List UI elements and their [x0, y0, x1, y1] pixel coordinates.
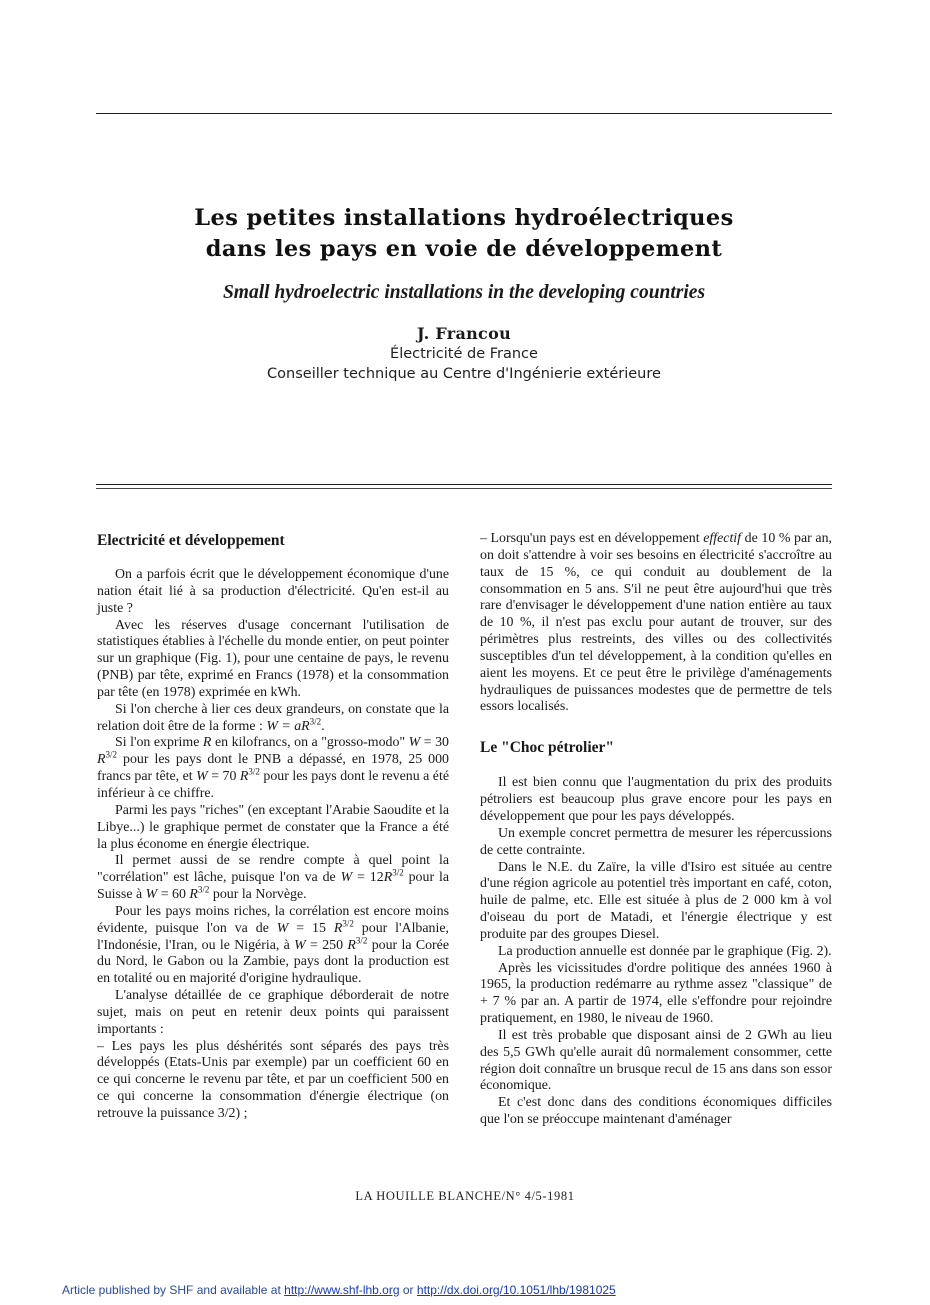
article-title-line-2: dans les pays en voie de développement: [205, 236, 723, 262]
header-rule-thin: [96, 488, 832, 489]
or-text: or: [402, 1283, 414, 1297]
header-rule: [96, 484, 832, 485]
paragraph: Dans le N.E. du Zaïre, la ville d'Isiro est située au centre d'une région agricole au potentiel très important en café, coton, huile de palme, etc. Elle est située à plus de 2 000 km à vol d'oiseau du port de Matadi, et l'énergie électrique y est produite par des groupes Diesel.: [480, 859, 832, 942]
paragraph: On a parfois écrit que le développement économique d'une nation était lié à sa production d'électricité. Qu'en est-il au juste ?: [97, 567, 449, 616]
publication-prefix: Article published by SHF and available at: [62, 1283, 281, 1297]
paragraph: Si l'on cherche à lier ces deux grandeurs, on constate que la relation doit être de la forme : $W = aR^{3/2}$.: [97, 701, 449, 734]
article-subtitle: Small hydroelectric installations in the developing countries: [222, 282, 706, 303]
paragraph: Il permet aussi de se rendre compte à quel point la "corrélation" est lâche, puisque l'on va de $W = 12R^{3/2}$ pour la Suisse à W = 60 $R^{3/2}$ pour la Norvège.: [97, 853, 449, 903]
journal-footer: LA HOUILLE BLANCHE/N° 4/5-1981: [355, 1189, 575, 1203]
paragraph: Il est bien connu que l'augmentation du prix des produits pétroliers est beaucoup plus grave encore pour les pays en développement que pour les pays développés.: [480, 775, 832, 824]
section-heading-choc-petrolier: Le "Choc pétrolier": [480, 739, 615, 757]
paragraph: Parmi les pays "riches" (en exceptant l'Arabie Saoudite et la Libye...) le graphique permet de constater que la France a été la plus économe en énergie électrique.: [97, 802, 449, 852]
affiliation-line-2: Conseiller technique au Centre d'Ingénierie extérieure: [267, 365, 661, 382]
section-heading-electricite: Electricité et développement: [97, 532, 285, 549]
paragraph: Avec les réserves d'usage concernant l'utilisation de statistiques établies à l'échelle du monde entier, on peut pointer sur un graphique (Fig. 1), pour une centaine de pays, le revenu (PNB) par tête, exprimé en Francs (1978) et la consommation par tête (en 1978) exprimée en kWh.: [97, 617, 449, 700]
paragraph: – Lorsqu'un pays est en développement effectif de 10 % par an, on doit s'attendre à voir ses besoins en électricité s'accroître au taux de 15 %, ce qui conduit au doublement de la consommation en 5 ans. S'il ne peut être aujourd'hui que très rare d'envisager le développement d'une nation entière au taux de 10 %, il n'est pas exclu pour autant de trouver, sur des périmètres plus restreints, des villes ou des collectivités susceptibles d'un tel développement, à la condition qu'elles en aient les moyens. Et ce peut être le privilège d'aménagements hydrauliques de puissances modestes que de permettre de tels essors localisés.: [480, 531, 832, 715]
top-rule: [96, 113, 832, 114]
paragraph: Et c'est donc dans des conditions économiques difficiles que l'on se préoccupe maintenant d'aménager: [480, 1095, 832, 1128]
paragraph: – Les pays les plus déshérités sont séparés des pays très développés (Etats-Unis par exemple) par un coefficient 60 en ce qui concerne le revenu par tête, et par un coefficient 500 en ce qui concerne la consommation d'énergie électrique (on retrouve la puissance 3/2) ;: [97, 1038, 449, 1121]
paragraph: Après les vicissitudes d'ordre politique des années 1960 à 1965, la production redémarre au rythme assez "classique" de + 7 % par an. A partir de 1974, elle s'effondre pour rejoindre pratiquement, en 1980, le niveau de 1960.: [480, 960, 832, 1027]
paragraph: Si l'on exprime R en kilofrancs, on a "grosso-modo" W = 30 $R^{3/2}$ pour les pays dont le PNB a dépassé, en 1978, 25 000 francs par tête, et W = 70 $R^{3/2}$ pour les pays dont le revenu a été inférieur à ce chiffre.: [97, 735, 449, 801]
affiliation-line-1: Électricité de France: [390, 346, 538, 362]
paragraph: Un exemple concret permettra de mesurer les répercussions de cette contrainte.: [480, 825, 832, 858]
left-column: [97, 531, 449, 1123]
publication-notice: [62, 1283, 616, 1297]
paragraph: Pour les pays moins riches, la corrélation est encore moins évidente, puisque l'on va de W = 15 $R^{3/2}$ pour l'Albanie, l'Indonésie, l'Iran, ou le Nigéria, à W = 250 $R^{3/2}$ pour la Corée du Nord, le Gabon ou la Zambie, pays dont la production est en totalité ou en majorité d'origine hydraulique.: [97, 903, 449, 987]
article-header: [96, 203, 832, 384]
shf-link[interactable]: http://www.shf-lhb.org: [284, 1283, 400, 1297]
paragraph: L'analyse détaillée de ce graphique déborderait de notre sujet, mais on peut en retenir deux points qui paraissent importants :: [97, 988, 449, 1037]
doi-link[interactable]: http://dx.doi.org/10.1051/lhb/1981025: [416, 1283, 616, 1297]
right-column: [480, 531, 832, 1129]
paragraph: La production annuelle est donnée par le graphique (Fig. 2).: [498, 943, 832, 959]
paragraph: Il est très probable que disposant ainsi de 2 GWh au lieu des 5,5 GWh qu'elle aurait dû normalement consommer, cette région doit connaître un brusque recul de 15 ans dans son essor économique.: [480, 1027, 832, 1094]
author-name: J. Francou: [416, 324, 512, 343]
article-title-line-1: Les petites installations hydroélectriques: [194, 205, 734, 231]
